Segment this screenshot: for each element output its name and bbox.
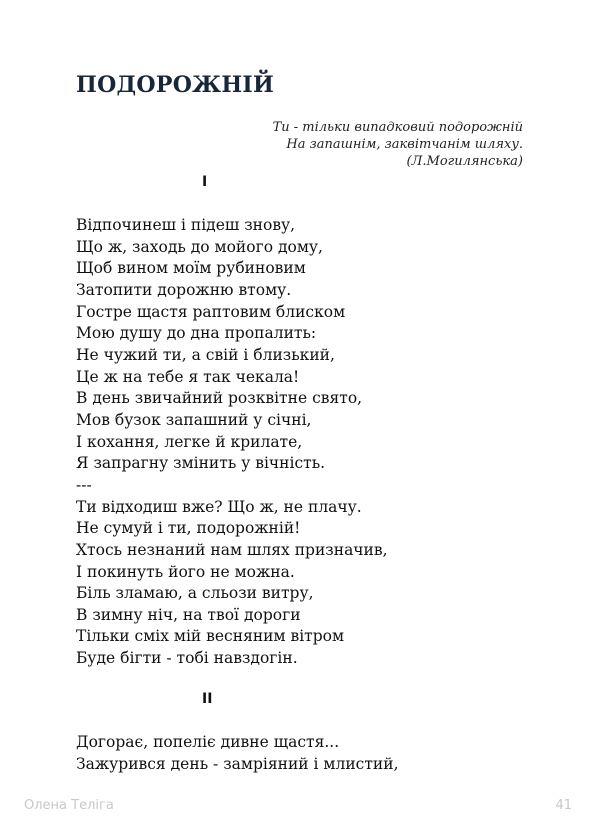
poem-title: ПОДОРОЖНІЙ xyxy=(76,72,275,98)
poem-line: Не чужий ти, а свій і близький, xyxy=(76,345,335,364)
poem-line: Зажурився день - замріяний і млистий, xyxy=(76,754,399,773)
poem-line: Я запрагну змінить у вічність. xyxy=(76,454,326,473)
poem-line: Не сумуй і ти, подорожній! xyxy=(76,519,301,538)
epigraph xyxy=(273,119,523,170)
poem-line: Ти відходиш вже? Що ж, не плачу. xyxy=(76,497,362,516)
epigraph-line: Ти - тільки випадковий подорожній xyxy=(272,120,523,135)
poem-line: В день звичайний розквітне свято, xyxy=(76,389,363,408)
poem-line: Догорає, попеліє дивне щастя... xyxy=(76,733,340,751)
poem-section-1 xyxy=(76,215,388,670)
poem-line: Хтось незнаний нам шлях призначив, xyxy=(76,540,388,559)
poem-line: І покинуть його не можна. xyxy=(76,562,295,581)
poem-line: Це ж на тебе я так чекала! xyxy=(76,367,300,386)
epigraph-attribution: (Л.Могилянська) xyxy=(406,154,523,169)
poem-line: --- xyxy=(76,475,92,494)
page-number: 41 xyxy=(555,798,572,813)
section-numeral: I xyxy=(202,174,208,190)
poem-line: Мою душу до дна пропалить: xyxy=(76,324,317,343)
poem-line: Що ж, заходь до мойого дому, xyxy=(76,237,323,256)
poem-line: Буде бігти - тобі навздогін. xyxy=(76,649,298,668)
poem-line: І кохання, легке й крилате, xyxy=(76,432,303,451)
poem-line: Щоб вином моїм рубиновим xyxy=(76,259,306,278)
section-numeral: II xyxy=(202,691,213,707)
epigraph-line: На запашнім, заквітчанім шляху. xyxy=(286,137,523,152)
footer-author: Олена Теліга xyxy=(24,798,114,813)
poem-line: Відпочинеш і підеш знову, xyxy=(76,216,296,234)
poem-line: Затопити дорожню втому. xyxy=(76,280,292,299)
poem-section-2 xyxy=(76,732,399,775)
poem-line: Тільки сміх мій весняним вітром xyxy=(76,627,345,646)
poem-line: Біль зламаю, а сльози витру, xyxy=(76,584,314,603)
poem-line: В зимну ніч, на твої дороги xyxy=(76,605,301,624)
poem-line: Мов бузок запашний у січні, xyxy=(76,410,312,429)
poem-line: Гостре щастя раптовим блиском xyxy=(76,302,346,321)
